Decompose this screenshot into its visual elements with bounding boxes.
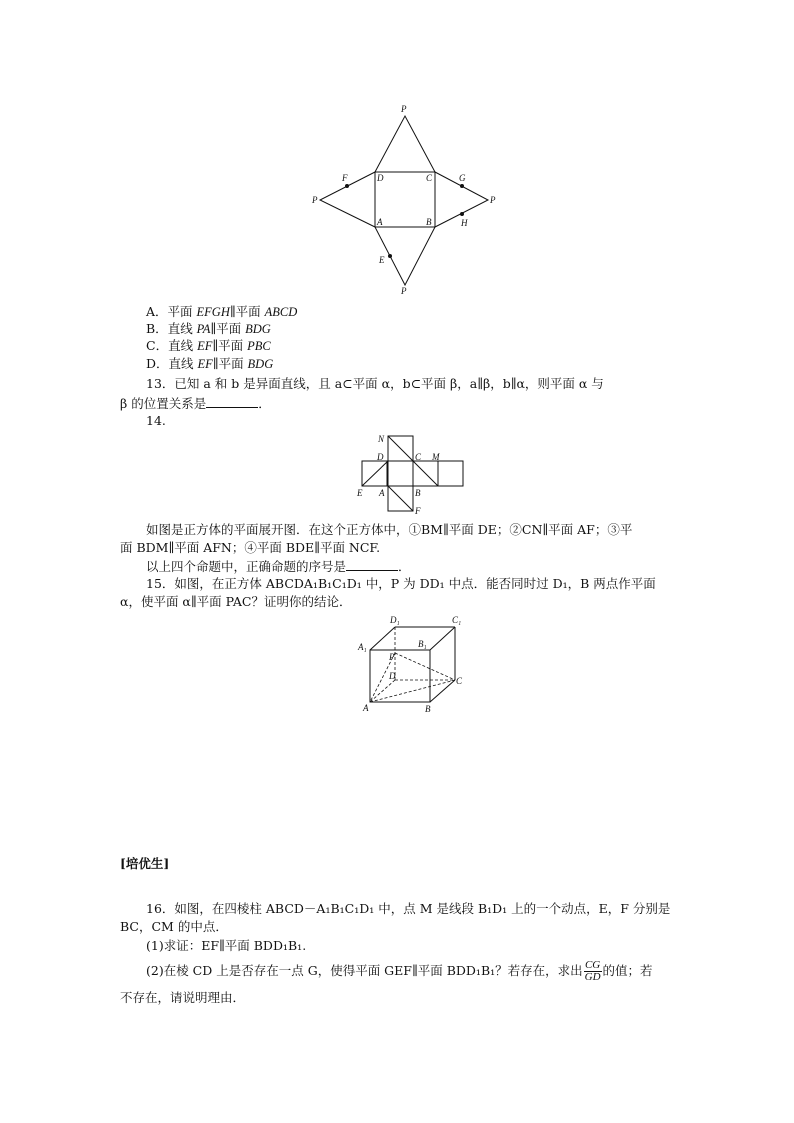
net-label-e: E [357,488,363,498]
q13-line1: 13．已知 a 和 b 是异面直线，且 a⊂平面 α，b⊂平面 β，a∥β，b∥α，则平面 α 与 [146,376,604,391]
fraction-cg-gd: $\frac{CG}{GD}$ [584,959,601,983]
q14-answer-blank[interactable] [346,558,398,571]
q12-option-c: C．直线 EF∥平面 PBC [146,338,271,353]
label-a: A [377,217,383,227]
net-label-b: B [415,488,421,498]
q12-option-b: B．直线 PA∥平面 BDG [146,321,271,336]
q15-line1: 15．如图，在正方体 ABCDA₁B₁C₁D₁ 中，P 为 DD₁ 中点．能否同时过 D₁，B 两点作平面 [146,576,656,591]
q12-option-d: D．直线 EF∥平面 BDG [146,356,274,371]
cube-label-p: P [389,652,395,662]
net-label-a: A [379,488,385,498]
label-p-right: P [490,195,496,205]
q13-line2: β 的位置关系是 ． [120,396,271,411]
q14-line3: 以上四个命题中，正确命题的序号是 ． [146,559,411,574]
q15-line2: α，使平面 α∥平面 PAC？证明你的结论． [120,594,352,609]
label-f: F [342,173,348,183]
net-label-d: D [377,452,384,462]
label-h: H [461,218,468,228]
cube-label-c: C [456,676,463,686]
net-label-f: F [415,506,421,516]
net-label-m: M [432,452,440,462]
q16-line-last: 不存在，请说明理由． [120,990,246,1005]
q16-part1: (1)求证：EF∥平面 BDD₁B₁. [146,938,307,953]
net-label-c: C [415,452,422,462]
label-p-left: P [312,195,318,205]
q16-line1: 16．如图，在四棱柱 ABCD－A₁B₁C₁D₁ 中，点 M 是线段 B₁D₁ 上的一个动点，E，F 分别是 [146,901,671,916]
figure-cube [355,612,465,717]
label-e: E [379,255,385,265]
label-p-top: P [401,104,407,114]
cube-label-d: D [389,671,396,681]
cube-label-d1: D₁ [390,615,400,625]
label-c: C [426,173,433,183]
figure-cube-net [350,430,470,520]
q14-line2: 面 BDM∥平面 AFN；④平面 BDE∥平面 NCF. [120,540,381,555]
section-title: [培优生] [120,856,170,871]
label-d: D [377,173,384,183]
q14-number: 14. [146,413,166,428]
label-g: G [459,173,466,183]
q16-line2: BC，CM 的中点． [120,919,228,934]
cube-label-a: A [363,703,369,713]
q16-part2: (2)在棱 CD 上是否存在一点 G，使得平面 GEF∥平面 BDD₁B₁？若存在，求出 $\frac{CG}{GD}$ 的值；若 [146,959,653,983]
figure-pyramid-net [305,100,505,300]
cube-label-c1: C₁ [452,615,462,625]
cube-label-a1: A₁ [358,642,367,652]
cube-label-b1: B₁ [418,639,427,649]
q14-line1: 如图是正方体的平面展开图．在这个正方体中，①BM∥平面 DE；②CN∥平面 AF；③平 [146,522,633,537]
label-p-bottom: P [401,286,407,296]
label-b: B [426,217,432,227]
q13-answer-blank[interactable] [206,395,258,408]
net-label-n: N [378,434,385,444]
cube-label-b: B [425,704,431,714]
q12-option-a: A．平面 EFGH∥平面 ABCD [146,304,298,319]
